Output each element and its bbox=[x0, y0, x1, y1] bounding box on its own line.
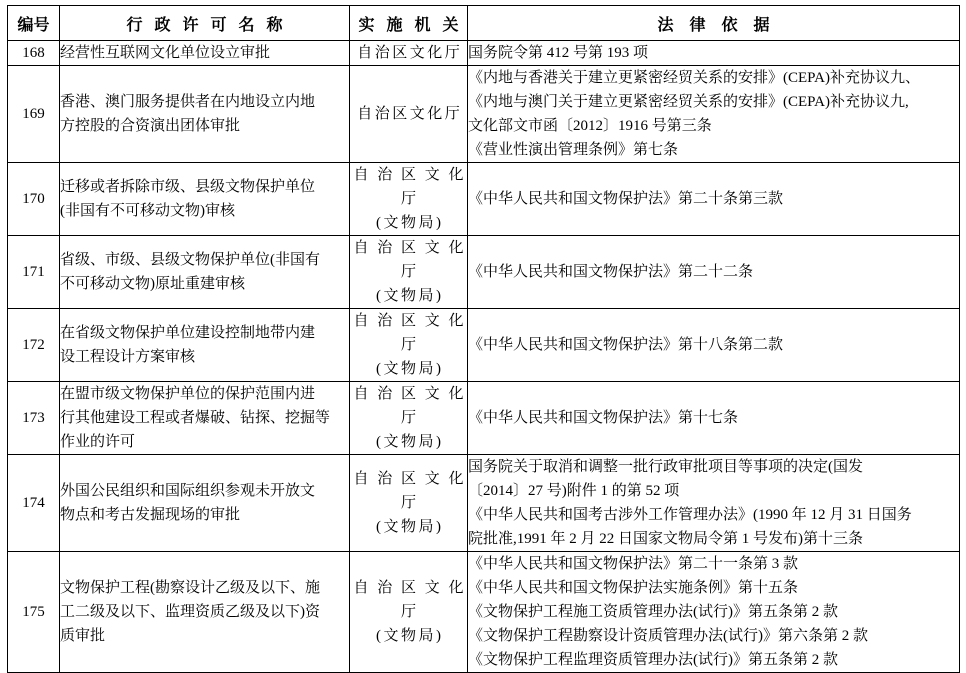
cell-legal-basis-line: 院批准,1991 年 2 月 22 日国家文物局令第 1 号发布)第十三条 bbox=[468, 531, 863, 547]
cell-organization-line: 自 治 区 文 化 厅 bbox=[353, 386, 466, 426]
cell-permit-name-line: 经营性互联网文化单位设立审批 bbox=[60, 45, 271, 61]
cell-legal-basis-line: 《文物保护工程监理资质管理办法(试行)》第五条第 2 款 bbox=[468, 652, 838, 668]
table-row bbox=[8, 552, 960, 673]
cell-number: 175 bbox=[8, 552, 60, 673]
cell-organization-line: 自 治 区 文 化 厅 bbox=[353, 471, 466, 511]
cell-permit-name-line: 香港、澳门服务提供者在内地设立内地 bbox=[60, 94, 316, 110]
cell-legal-basis bbox=[468, 552, 960, 673]
cell-organization-line: 自治区文化厅 bbox=[357, 106, 463, 122]
cell-legal-basis bbox=[468, 41, 960, 66]
cell-permit-name-line: 物点和考古发掘现场的审批 bbox=[60, 507, 241, 523]
cell-permit-name-line: 设工程设计方案审核 bbox=[60, 349, 196, 365]
cell-legal-basis-line: 《文物保护工程勘察设计资质管理办法(试行)》第六条第 2 款 bbox=[468, 628, 868, 644]
cell-legal-basis-line: 《中华人民共和国文物保护法实施条例》第十五条 bbox=[468, 580, 799, 596]
cell-legal-basis-line: 《中华人民共和国文物保护法》第二十条第三款 bbox=[468, 191, 784, 207]
table-header bbox=[8, 6, 960, 41]
cell-organization-line: (文物局) bbox=[376, 519, 444, 535]
cell-permit-name-line: 作业的许可 bbox=[60, 434, 136, 450]
cell-organization-line: 自治区文化厅 bbox=[357, 45, 463, 61]
cell-legal-basis-line: 《营业性演出管理条例》第七条 bbox=[468, 142, 679, 158]
cell-legal-basis bbox=[468, 236, 960, 309]
cell-permit-name bbox=[60, 66, 350, 163]
column-header-legal-basis bbox=[468, 6, 960, 41]
cell-legal-basis-line: 文化部文市函〔2012〕1916 号第三条 bbox=[468, 118, 712, 134]
column-header-name bbox=[60, 6, 350, 41]
cell-number: 169 bbox=[8, 66, 60, 163]
cell-legal-basis-line: 〔2014〕27 号)附件 1 的第 52 项 bbox=[468, 483, 680, 499]
document-page bbox=[0, 5, 966, 668]
cell-organization-line: (文物局) bbox=[376, 288, 444, 304]
table-row bbox=[8, 66, 960, 163]
cell-organization bbox=[350, 41, 468, 66]
cell-permit-name-line: (非国有不可移动文物)审核 bbox=[60, 203, 235, 219]
cell-legal-basis-line: 国务院令第 412 号第 193 项 bbox=[468, 45, 649, 61]
cell-legal-basis-line: 《内地与澳门关于建立更紧密经贸关系的安排》(CEPA)补充协议九, bbox=[468, 94, 909, 110]
cell-permit-name-line: 工二级及以下、监理资质乙级及以下)资 bbox=[60, 604, 320, 620]
table-row bbox=[8, 309, 960, 382]
cell-permit-name-line: 在盟市级文物保护单位的保护范围内进 bbox=[60, 386, 316, 402]
cell-number: 172 bbox=[8, 309, 60, 382]
cell-organization bbox=[350, 163, 468, 236]
cell-permit-name-line: 质审批 bbox=[60, 628, 106, 644]
cell-organization-line: 自 治 区 文 化 厅 bbox=[353, 167, 466, 207]
cell-permit-name-line: 行其他建设工程或者爆破、钻探、挖掘等 bbox=[60, 410, 331, 426]
table-row bbox=[8, 41, 960, 66]
cell-organization-line: 自 治 区 文 化 厅 bbox=[353, 313, 466, 353]
cell-number: 168 bbox=[8, 41, 60, 66]
cell-legal-basis bbox=[468, 66, 960, 163]
column-header-number-label: 编号 bbox=[17, 16, 50, 34]
cell-permit-name-line: 方控股的合资演出团体审批 bbox=[60, 118, 241, 134]
cell-organization-line: (文物局) bbox=[376, 434, 444, 450]
cell-organization bbox=[350, 552, 468, 673]
cell-organization bbox=[350, 236, 468, 309]
cell-organization bbox=[350, 455, 468, 552]
table-row bbox=[8, 236, 960, 309]
cell-organization bbox=[350, 309, 468, 382]
cell-number: 171 bbox=[8, 236, 60, 309]
cell-organization-line: (文物局) bbox=[376, 215, 444, 231]
cell-organization bbox=[350, 382, 468, 455]
table-row bbox=[8, 455, 960, 552]
cell-permit-name bbox=[60, 309, 350, 382]
cell-organization-line: 自 治 区 文 化 厅 bbox=[353, 580, 466, 620]
cell-permit-name-line: 外国公民组织和国际组织参观未开放文 bbox=[60, 483, 316, 499]
cell-permit-name-line: 文物保护工程(勘察设计乙级及以下、施 bbox=[60, 580, 320, 596]
cell-organization-line: 自 治 区 文 化 厅 bbox=[353, 240, 466, 280]
cell-legal-basis-line: 《文物保护工程施工资质管理办法(试行)》第五条第 2 款 bbox=[468, 604, 838, 620]
column-header-organization bbox=[350, 6, 468, 41]
cell-legal-basis-line: 《中华人民共和国文物保护法》第二十一条第 3 款 bbox=[468, 556, 799, 572]
column-header-name-label: 行 政 许 可 名 称 bbox=[126, 16, 287, 34]
cell-legal-basis bbox=[468, 455, 960, 552]
cell-permit-name-line: 在省级文物保护单位建设控制地带内建 bbox=[60, 325, 316, 341]
cell-permit-name-line: 省级、市级、县级文物保护单位(非国有 bbox=[60, 252, 320, 268]
cell-legal-basis-line: 《中华人民共和国考古涉外工作管理办法》(1990 年 12 月 31 日国务 bbox=[468, 507, 912, 523]
cell-number: 173 bbox=[8, 382, 60, 455]
column-header-legal-basis-label: 法 律 依 据 bbox=[657, 16, 776, 34]
cell-legal-basis-line: 《内地与香港关于建立更紧密经贸关系的安排》(CEPA)补充协议九、 bbox=[468, 70, 920, 86]
cell-organization-line: (文物局) bbox=[376, 361, 444, 377]
cell-legal-basis bbox=[468, 382, 960, 455]
column-header-number bbox=[8, 6, 60, 41]
cell-permit-name bbox=[60, 41, 350, 66]
cell-permit-name-line: 不可移动文物)原址重建审核 bbox=[60, 276, 245, 292]
cell-legal-basis-line: 《中华人民共和国文物保护法》第二十二条 bbox=[468, 264, 754, 280]
cell-number: 174 bbox=[8, 455, 60, 552]
administrative-permit-table bbox=[7, 5, 960, 673]
table-header-row bbox=[8, 6, 960, 41]
cell-legal-basis bbox=[468, 163, 960, 236]
cell-organization bbox=[350, 66, 468, 163]
cell-number: 170 bbox=[8, 163, 60, 236]
table-row bbox=[8, 163, 960, 236]
cell-legal-basis-line: 《中华人民共和国文物保护法》第十八条第二款 bbox=[468, 337, 784, 353]
cell-permit-name-line: 迁移或者拆除市级、县级文物保护单位 bbox=[60, 179, 316, 195]
table-row bbox=[8, 382, 960, 455]
cell-organization-line: (文物局) bbox=[376, 628, 444, 644]
cell-legal-basis-line: 国务院关于取消和调整一批行政审批项目等事项的决定(国发 bbox=[468, 459, 863, 475]
cell-permit-name bbox=[60, 455, 350, 552]
cell-legal-basis-line: 《中华人民共和国文物保护法》第十七条 bbox=[468, 410, 739, 426]
cell-permit-name bbox=[60, 552, 350, 673]
cell-legal-basis bbox=[468, 309, 960, 382]
table-body bbox=[8, 41, 960, 673]
cell-permit-name bbox=[60, 236, 350, 309]
column-header-organization-label: 实 施 机 关 bbox=[358, 16, 463, 34]
cell-permit-name bbox=[60, 163, 350, 236]
cell-permit-name bbox=[60, 382, 350, 455]
